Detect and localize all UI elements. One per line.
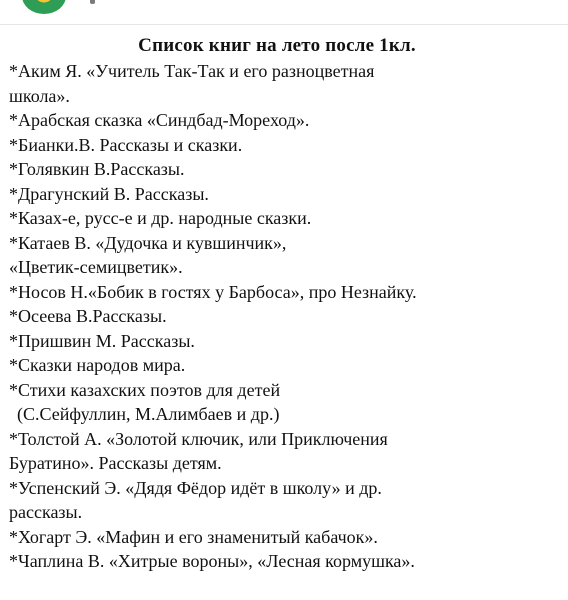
list-item: *Успенский Э. «Дядя Фёдор идёт в школу» и др. bbox=[9, 477, 382, 498]
list-item: *Бианки.В. Рассказы и сказки. bbox=[9, 134, 243, 155]
list-item: *Толстой А. «Золотой ключик, или Приключения bbox=[9, 428, 388, 449]
list-item-continuation: рассказы. bbox=[9, 502, 83, 522]
logo-icon bbox=[22, 0, 66, 14]
top-bar bbox=[0, 0, 568, 25]
list-item-continuation: «Цветик-семицветик». bbox=[9, 257, 183, 277]
list-item: *Сказки народов мира. bbox=[9, 355, 186, 375]
list-item: *Стихи казахских поэтов для детей bbox=[9, 379, 281, 400]
list-item-continuation: Буратино». Рассказы детям. bbox=[9, 453, 222, 473]
list-item: *Хогарт Э. «Мафин и его знаменитый кабачок». bbox=[9, 526, 378, 547]
list-item: *Драгунский В. Рассказы. bbox=[9, 183, 209, 204]
list-item: *Носов Н.«Бобик в гостях у Барбоса», про Незнайку. bbox=[9, 281, 417, 302]
list-item: *Арабская сказка «Синдбад-Мореход». bbox=[9, 110, 310, 130]
list-item: *Аким Я. «Учитель Так-Так и его разноцветная bbox=[9, 61, 375, 81]
list-item: *Катаев В. «Дудочка и кувшинчик», bbox=[9, 232, 287, 253]
book-list-document bbox=[9, 34, 545, 574]
list-item: *Пришвин М. Рассказы. bbox=[9, 330, 195, 351]
list-item-continuation: школа». bbox=[9, 85, 70, 106]
list-item-continuation: (С.Сейфуллин, М.Алимбаев и др.) bbox=[17, 404, 280, 424]
list-item: *Осеева В.Рассказы. bbox=[9, 306, 167, 326]
list-item: *Голявкин В.Рассказы. bbox=[9, 159, 185, 179]
list-item: *Казах-е, русс-е и др. народные сказки. bbox=[9, 208, 312, 228]
header-mark-icon bbox=[90, 0, 95, 4]
list-item: *Чаплина В. «Хитрые вороны», «Лесная кормушка». bbox=[9, 551, 415, 571]
page-title: Список книг на лето после 1кл. bbox=[138, 35, 416, 56]
